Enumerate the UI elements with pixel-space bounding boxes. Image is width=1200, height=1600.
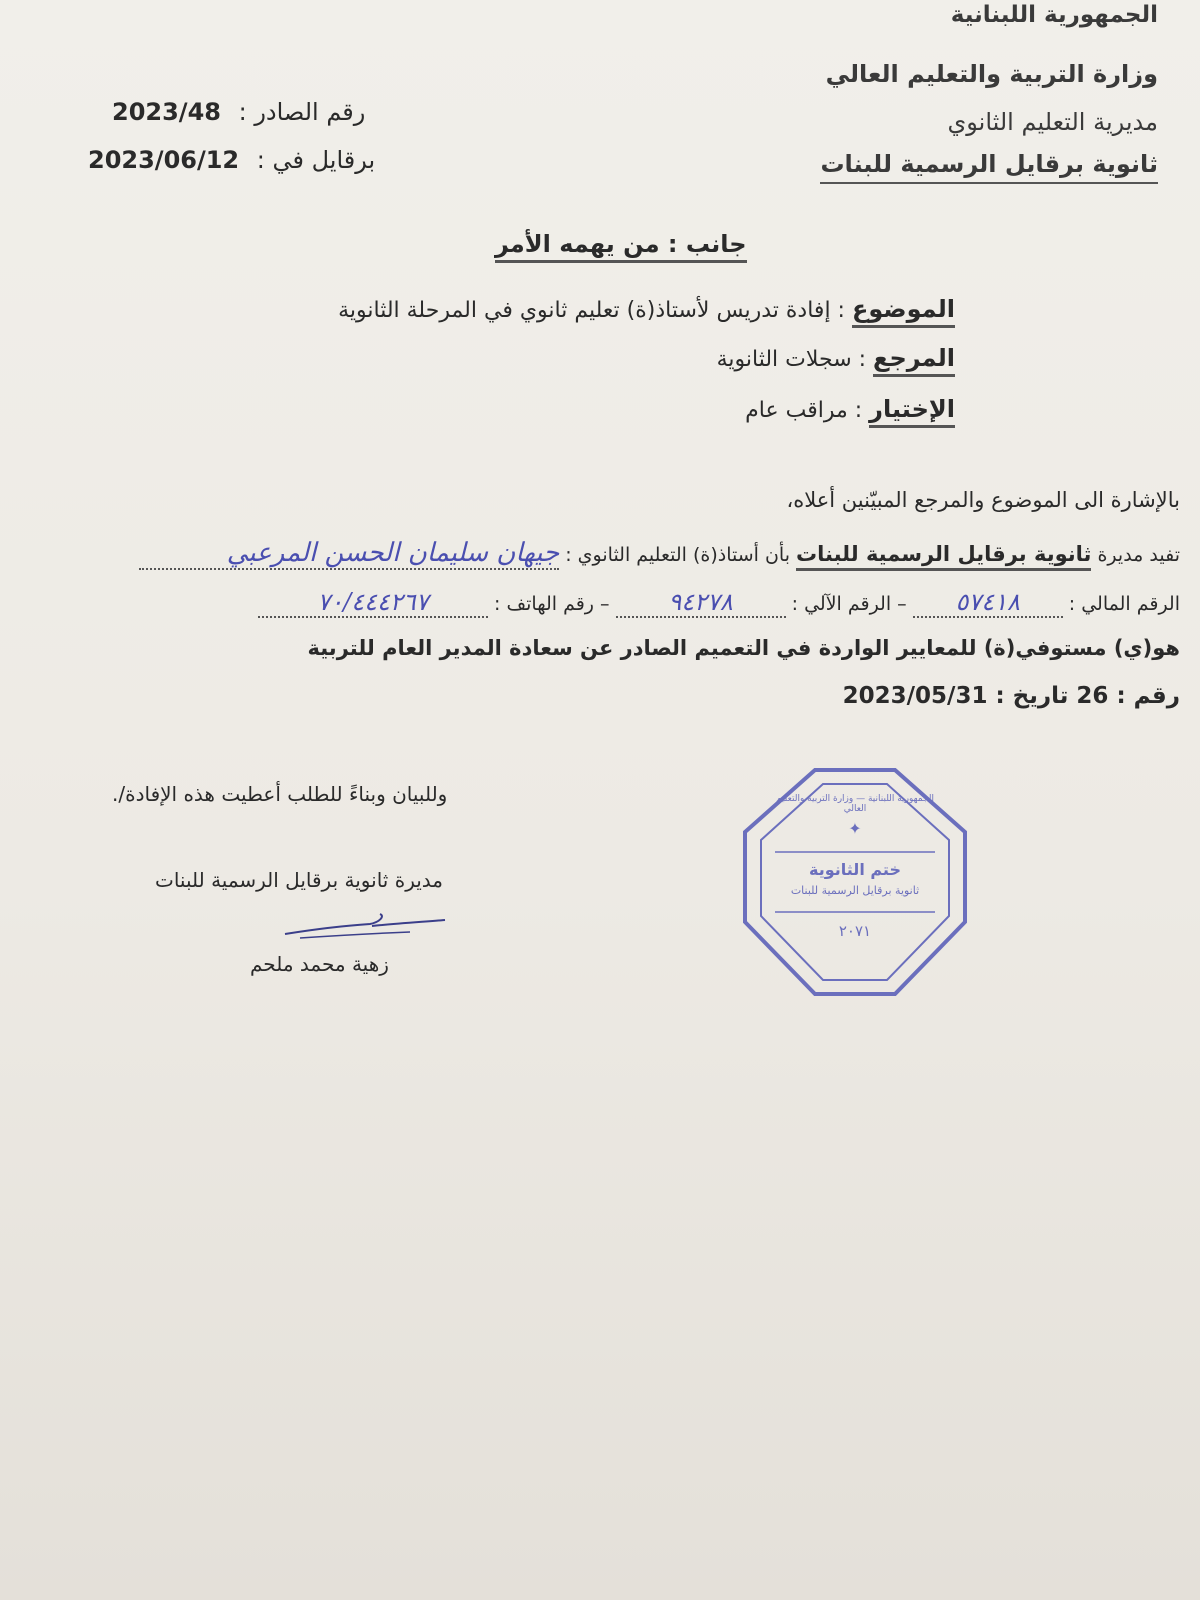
phone-value: ٧٠/٤٤٤٢٦٧ bbox=[258, 588, 488, 618]
teacher-name-handwritten: جيهان سليمان الحسن المرعبي bbox=[139, 538, 559, 570]
body-teacher-line bbox=[139, 538, 1180, 570]
stamp-text bbox=[735, 762, 975, 1002]
specialty-line bbox=[745, 395, 955, 423]
header-school-text: ثانوية برقايل الرسمية للبنات bbox=[820, 150, 1158, 178]
body-circular-line: رقم : 26 تاريخ : 2023/05/31 bbox=[842, 683, 1180, 709]
teacher-line-suffix: بأن أستاذ(ة) التعليم الثانوي : bbox=[565, 544, 790, 566]
header-republic: الجمهورية اللبنانية bbox=[950, 2, 1158, 28]
signature-scribble bbox=[280, 912, 450, 942]
header-school bbox=[820, 150, 1158, 184]
issue-date bbox=[88, 146, 375, 174]
stamp-line1: ختم الثانوية bbox=[809, 860, 901, 879]
stamp-line2: ثانوية برقايل الرسمية للبنات bbox=[790, 884, 920, 897]
body-criteria-line: هو(ي) مستوفي(ة) للمعايير الواردة في التعميم الصادر عن سعادة المدير العام للتربية bbox=[307, 636, 1180, 660]
signature-title: مديرة ثانوية برقايل الرسمية للبنات bbox=[155, 868, 444, 892]
subject-label: الموضوع bbox=[852, 295, 955, 328]
computer-value: ٩٤٢٧٨ bbox=[616, 588, 786, 618]
header-directorate: مديرية التعليم الثانوي bbox=[947, 108, 1158, 136]
addressee: جانب : من يهمه الأمر bbox=[495, 230, 747, 263]
financial-value: ٥٧٤١٨ bbox=[913, 588, 1063, 618]
closing-line: وللبيان وبناءً للطلب أعطيت هذه الإفادة/. bbox=[112, 782, 448, 806]
phone-label: – رقم الهاتف : bbox=[494, 593, 610, 615]
body-numbers-line bbox=[258, 588, 1180, 618]
reference-line bbox=[717, 344, 955, 372]
svg-text:✦: ✦ bbox=[848, 819, 862, 838]
computer-label: – الرقم الآلي : bbox=[791, 593, 907, 615]
specialty-text: : مراقب عام bbox=[745, 398, 863, 423]
issue-date-value: 2023/06/12 bbox=[88, 146, 240, 174]
header-ministry: وزارة التربية والتعليم العالي bbox=[825, 60, 1158, 88]
reference-text: : سجلات الثانوية bbox=[716, 347, 867, 372]
issue-date-label: برقايل في : bbox=[256, 146, 376, 174]
signature-name: زهية محمد ملحم bbox=[250, 952, 389, 976]
specialty-label: الإختيار bbox=[869, 395, 955, 428]
body-intro: بالإشارة الى الموضوع والمرجع المبيّنين أعلاه، bbox=[786, 488, 1180, 512]
financial-label: الرقم المالي : bbox=[1068, 593, 1180, 615]
reference-label: المرجع bbox=[873, 344, 955, 377]
stamp-outer-text: الجمهورية اللبنانية — وزارة التربية والتعليم العالي bbox=[775, 794, 935, 814]
official-stamp bbox=[735, 762, 975, 1002]
subject-line bbox=[338, 295, 955, 323]
ref-number-label: رقم الصادر : bbox=[238, 98, 366, 126]
teacher-line-prefix: تفيد مديرة bbox=[1097, 544, 1180, 566]
teacher-line-school: ثانوية برقايل الرسمية للبنات bbox=[796, 542, 1091, 571]
stamp-number: ٢٠٧١ bbox=[838, 922, 872, 940]
ref-number bbox=[112, 98, 365, 126]
subject-text: : إفادة تدريس لأستاذ(ة) تعليم ثانوي في المرحلة الثانوية bbox=[338, 298, 845, 323]
ref-number-value: 2023/48 bbox=[112, 98, 221, 126]
